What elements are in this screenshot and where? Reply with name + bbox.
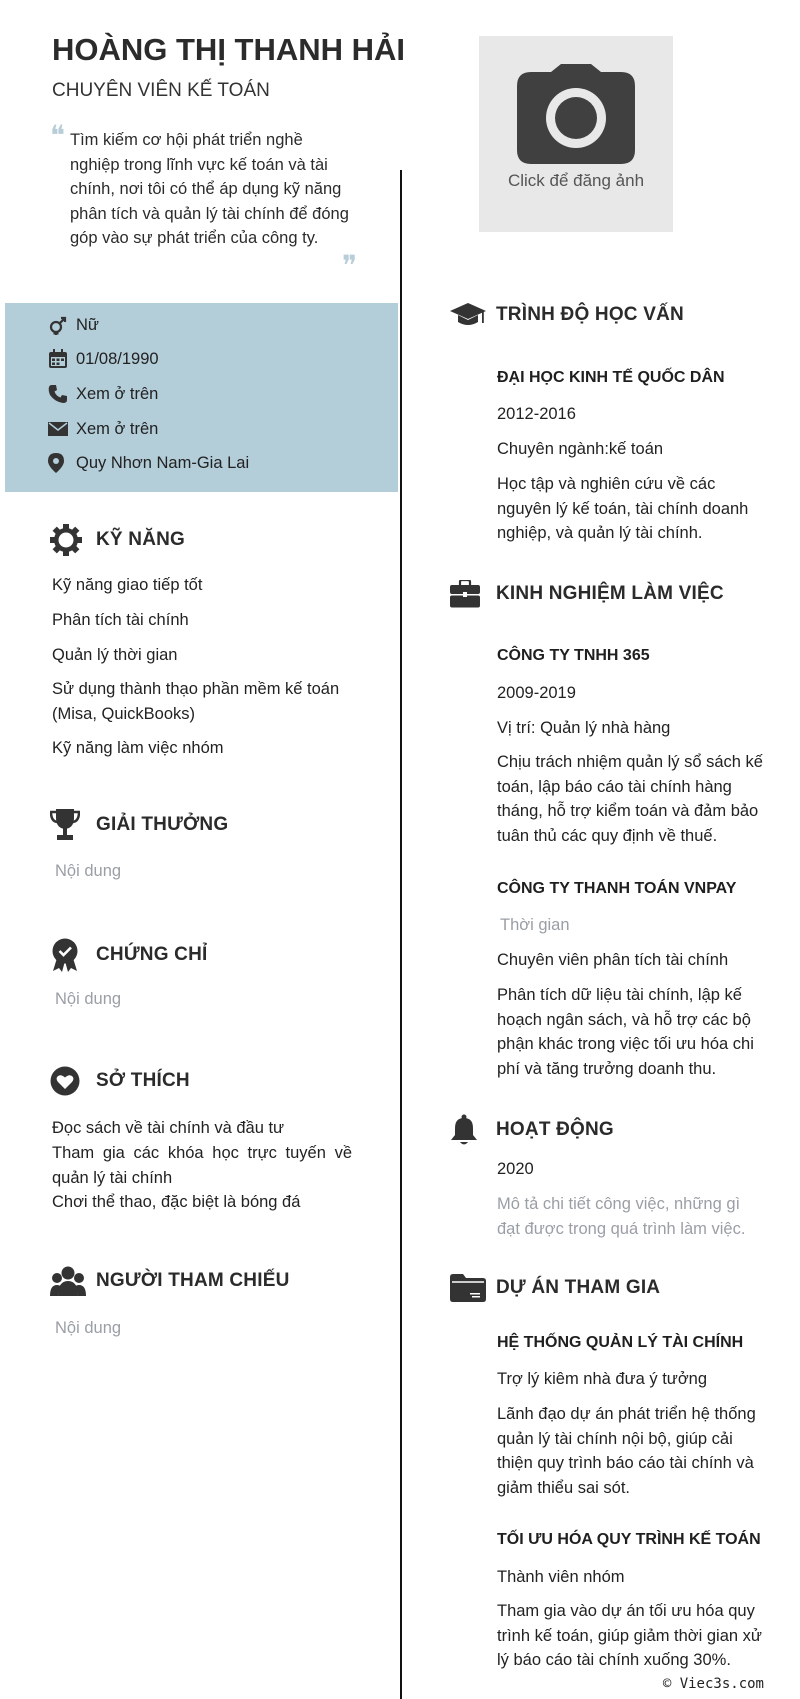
- hobby-item[interactable]: Tham gia các khóa học trực tuyến về quản lý tài chính: [52, 1144, 352, 1187]
- hobby-item[interactable]: Chơi thể thao, đặc biệt là bóng đá: [52, 1193, 301, 1211]
- activities-heading[interactable]: HOẠT ĐỘNG: [450, 1114, 614, 1146]
- skill-item[interactable]: Phân tích tài chính: [52, 611, 189, 629]
- folder-icon: [450, 1274, 496, 1302]
- career-objective[interactable]: Tìm kiếm cơ hội phát triển nghề nghiệp trong lĩnh vực kế toán và tài chính, nơi tôi có thể áp dụng kỹ năng phân tích và quản lý tài chính để đóng góp vào sự phát triển của công ty.: [70, 131, 349, 247]
- contact-dob[interactable]: 01/08/1990: [48, 344, 159, 374]
- photo-upload[interactable]: [479, 36, 673, 232]
- skill-item[interactable]: Quản lý thời gian: [52, 646, 178, 664]
- hobby-item[interactable]: Đọc sách về tài chính và đầu tư: [52, 1119, 285, 1137]
- job-title[interactable]: CHUYÊN VIÊN KẾ TOÁN: [52, 80, 270, 101]
- quote-open-icon: ❝: [50, 119, 66, 152]
- contact-panel: [5, 303, 398, 492]
- education-heading[interactable]: TRÌNH ĐỘ HỌC VẤN: [450, 302, 684, 328]
- gender-icon: [48, 314, 74, 336]
- education-description[interactable]: Học tập và nghiên cứu về các nguyên lý kế toán, tài chính doanh nghiệp, và quản lý tài chính.: [497, 475, 749, 542]
- briefcase-icon: [450, 580, 496, 608]
- awards-heading[interactable]: GIẢI THƯỞNG: [50, 808, 228, 842]
- skill-item[interactable]: Sử dụng thành thạo phần mềm kế toán (Misa, QuickBooks): [52, 680, 340, 723]
- job-description[interactable]: Chịu trách nhiệm quản lý sổ sách kế toán, lập báo cáo tài chính hàng tháng, hỗ trợ kiểm toán và đảm bảo tuân thủ các quy định về thuế.: [497, 753, 763, 845]
- phone-icon: [48, 383, 74, 405]
- company-name[interactable]: CÔNG TY TNHH 365: [497, 647, 650, 664]
- experience-heading[interactable]: KINH NGHIỆM LÀM VIỆC: [450, 580, 724, 608]
- references-content[interactable]: Nội dung: [55, 1319, 122, 1337]
- bell-icon: [450, 1114, 496, 1146]
- people-group-icon: [50, 1266, 96, 1296]
- photo-caption: Click để đăng ảnh: [507, 171, 645, 190]
- contact-address[interactable]: Quy Nhơn Nam-Gia Lai: [48, 448, 249, 478]
- calendar-icon: [48, 348, 74, 370]
- contact-phone[interactable]: Xem ở trên: [48, 379, 158, 409]
- job-position[interactable]: Chuyên viên phân tích tài chính: [497, 951, 729, 969]
- project-role[interactable]: Thành viên nhóm: [497, 1568, 625, 1586]
- column-divider: [400, 170, 402, 1699]
- gear-icon: [50, 524, 96, 556]
- projects-heading[interactable]: DỰ ÁN THAM GIA: [450, 1274, 660, 1302]
- hobbies-heading[interactable]: SỞ THÍCH: [50, 1066, 190, 1096]
- project-role[interactable]: Trợ lý kiêm nhà đưa ý tưởng: [497, 1370, 708, 1388]
- project-description[interactable]: Lãnh đạo dự án phát triển hệ thống quản lý tài chính nội bộ, giúp cải thiện quy trình báo cáo tài chính và giảm thiểu sai sót.: [497, 1405, 756, 1497]
- school-name[interactable]: ĐẠI HỌC KINH TẾ QUỐC DÂN: [497, 369, 725, 386]
- project-description[interactable]: Tham gia vào dự án tối ưu hóa quy trình kế toán, giúp giảm thời gian xử lý báo cáo tài chính xuống 30%.: [497, 1602, 762, 1669]
- contact-email[interactable]: Xem ở trên: [48, 414, 158, 444]
- company-name[interactable]: CÔNG TY THANH TOÁN VNPAY: [497, 880, 737, 897]
- envelope-icon: [48, 418, 74, 440]
- job-period[interactable]: 2009-2019: [497, 684, 576, 702]
- education-major[interactable]: Chuyên ngành:kế toán: [497, 440, 664, 458]
- skill-item[interactable]: Kỹ năng giao tiếp tốt: [52, 576, 203, 594]
- project-name[interactable]: TỐI ƯU HÓA QUY TRÌNH KẾ TOÁN: [497, 1531, 761, 1548]
- certificates-heading[interactable]: CHỨNG CHỈ: [50, 938, 208, 972]
- contact-gender[interactable]: Nữ: [48, 310, 99, 340]
- full-name[interactable]: HOÀNG THỊ THANH HẢI: [52, 32, 406, 67]
- certificate-badge-icon: [50, 938, 96, 972]
- references-heading[interactable]: NGƯỜI THAM CHIẾU: [50, 1266, 290, 1296]
- activity-description[interactable]: Mô tả chi tiết công việc, những gì đạt được trong quá trình làm việc.: [497, 1195, 746, 1238]
- heart-icon: [50, 1066, 96, 1096]
- job-position[interactable]: Vị trí: Quản lý nhà hàng: [497, 719, 671, 737]
- certificates-content[interactable]: Nội dung: [55, 990, 122, 1008]
- project-name[interactable]: HỆ THỐNG QUẢN LÝ TÀI CHÍNH: [497, 1334, 744, 1351]
- awards-content[interactable]: Nội dung: [55, 862, 122, 880]
- skills-heading[interactable]: KỸ NĂNG: [50, 524, 185, 556]
- job-period[interactable]: Thời gian: [500, 916, 570, 934]
- education-period[interactable]: 2012-2016: [497, 405, 576, 423]
- quote-close-icon: ❞: [342, 249, 358, 282]
- trophy-icon: [50, 808, 96, 842]
- graduation-cap-icon: [450, 302, 496, 328]
- copyright-footer: © Viec3s.com: [662, 1676, 764, 1692]
- activity-year[interactable]: 2020: [497, 1160, 534, 1178]
- job-description[interactable]: Phân tích dữ liệu tài chính, lập kế hoạch ngân sách, và hỗ trợ các bộ phận khác trong việc tối ưu hóa chi phí và tăng trưởng doanh thu.: [497, 986, 754, 1078]
- skill-item[interactable]: Kỹ năng làm việc nhóm: [52, 739, 224, 757]
- camera-icon: [517, 64, 635, 164]
- map-pin-icon: [48, 452, 74, 474]
